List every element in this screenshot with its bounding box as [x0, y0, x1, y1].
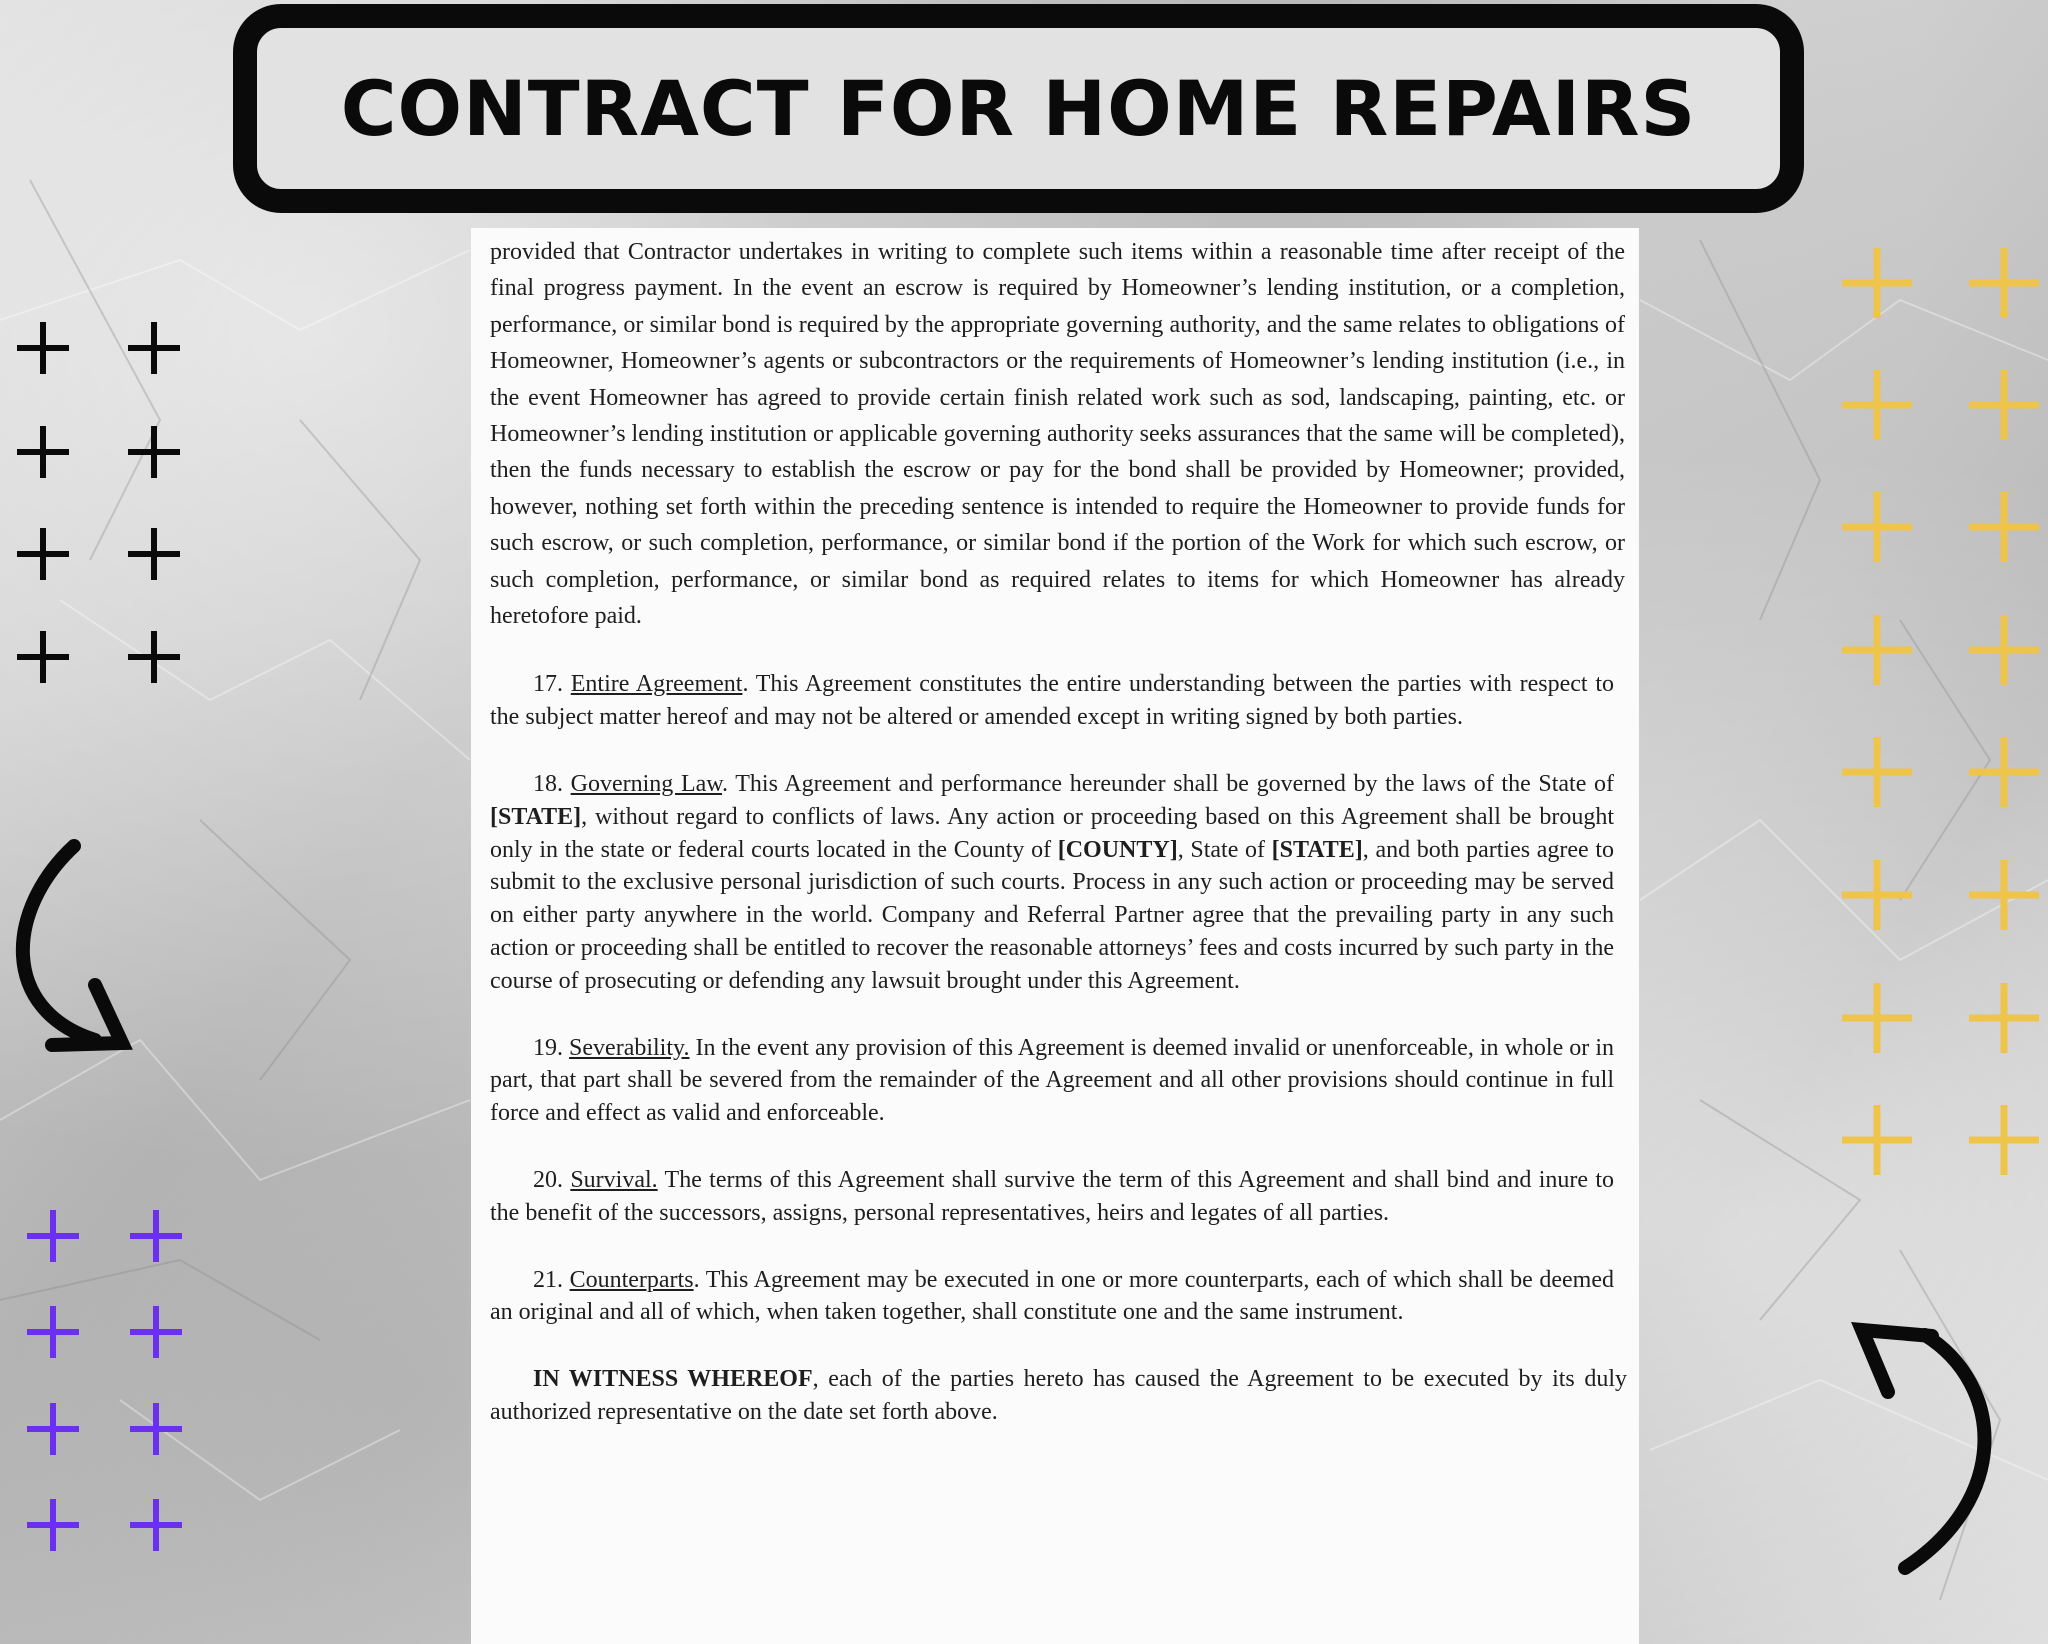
- section-20-number: 20.: [533, 1167, 563, 1194]
- section-20-heading: Survival.: [570, 1167, 658, 1194]
- section-19-severability: [490, 1032, 1627, 1130]
- state-placeholder: [STATE]: [490, 803, 582, 830]
- section-17-number: 17.: [533, 671, 563, 698]
- section-21-body: . This Agreement may be executed in one or more counterparts, each of which shall be deemed an original and all of which, when taken together, shall constitute one and the same instrument.: [490, 1266, 1614, 1326]
- witness-clause: [490, 1363, 1627, 1429]
- witness-body: , each of the parties hereto has caused the Agreement to be executed by its duly authorized representative on the date set forth above.: [490, 1366, 1627, 1426]
- section-18-number: 18.: [533, 771, 563, 798]
- page-title: CONTRACT FOR HOME REPAIRS: [340, 64, 1697, 153]
- section-21-counterparts: [490, 1264, 1627, 1330]
- witness-lead: IN WITNESS WHEREOF: [533, 1366, 813, 1393]
- section-20-survival: [490, 1164, 1627, 1230]
- section-19-number: 19.: [533, 1034, 563, 1061]
- section-18-text-4: , and both parties agree to submit to the exclusive personal jurisdiction of such courts. Process in any such action or proceeding may be served on either party anywhere in the world. Company and Referral Partner agree that the prevailing party in any such action or proceeding shall be entitled to recover the reasonable attorneys’ fees and costs incurred by such party in the course of prosecuting or defending any lawsuit brought under this Agreement.: [490, 836, 1614, 994]
- section-17-entire-agreement: [490, 668, 1627, 734]
- section-18-heading: Governing Law: [570, 771, 723, 798]
- contract-page: [471, 228, 1639, 1644]
- section-18-text-1: . This Agreement and performance hereunder shall be governed by the laws of the State of: [722, 771, 1615, 798]
- section-18-governing-law: [490, 768, 1627, 998]
- section-17-heading: Entire Agreement: [570, 671, 743, 698]
- section-18-text-2: , without regard to conflicts of laws. Any action or proceeding based on this Agreement shall be brought only in the state or federal courts located in the County of: [490, 803, 1614, 863]
- section-21-heading: Counterparts: [569, 1266, 694, 1293]
- section-19-body: In the event any provision of this Agreement is deemed invalid or unenforceable, in whole or in part, that part shall be severed from the remainder of the Agreement and all other provisions should continue in full force and effect as valid and enforceable.: [490, 1034, 1614, 1127]
- state-placeholder-2: [STATE]: [1271, 836, 1363, 863]
- county-placeholder: [COUNTY]: [1057, 836, 1178, 863]
- escrow-paragraph: provided that Contractor undertakes in writing to complete such items within a reasonable time after receipt of the final progress payment. In the event an escrow is required by Homeowner’s lending institution, or a completion, performance, or similar bond is required by the appropriate governing authority, and the same relates to obligations of Homeowner, Homeowner’s agents or subcontractors or the requirements of Homeowner’s lending institution (i.e., in the event Homeowner has agreed to provide certain finish related work such as sod, landscaping, painting, etc. or Homeowner’s lending institution or applicable governing authority seeks assurances that the same will be completed), then the funds necessary to establish the escrow or pay for the bond shall be provided by Homeowner; provided, however, nothing set forth within the preceding sentence is intended to require the Homeowner to provide funds for such escrow, or such completion, performance, or similar bond if the portion of the Work for which such escrow, or such completion, performance, or similar bond as required relates to items for which Homeowner has already heretofore paid.: [490, 239, 1625, 630]
- section-20-body: The terms of this Agreement shall survive the term of this Agreement and shall bind and inure to the benefit of the successors, assigns, personal representatives, heirs and legates of all parties.: [490, 1167, 1615, 1226]
- section-19-heading: Severability.: [569, 1034, 690, 1061]
- section-18-text-3: , State of: [1177, 836, 1272, 863]
- title-banner: [233, 4, 1804, 213]
- section-21-number: 21.: [533, 1266, 563, 1293]
- section-17-body: . This Agreement constitutes the entire understanding between the parties with respect to the subject matter hereof and may not be altered or amended except in writing signed by both parties.: [490, 671, 1615, 731]
